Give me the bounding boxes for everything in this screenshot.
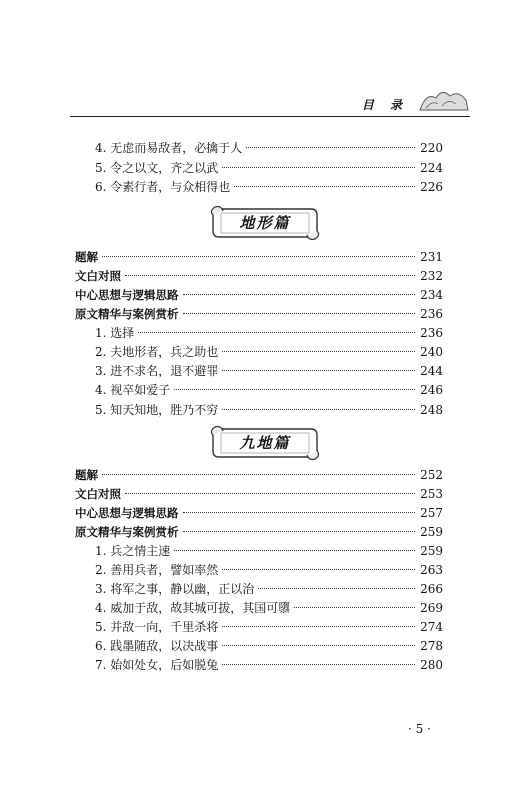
section-banner-dixing — [209, 203, 321, 241]
toc-item[interactable]: 6. 践墨随敌，以决战事 278 — [95, 639, 443, 653]
toc-main-item[interactable]: 中心思想与逻辑思路 257 — [75, 506, 443, 520]
toc-main-item[interactable]: 文白对照 253 — [75, 487, 443, 501]
toc-item[interactable]: 2. 夫地形者，兵之助也 240 — [95, 345, 443, 359]
toc-item[interactable]: 4. 无虑而易敌者，必擒于人 220 — [95, 141, 443, 155]
toc-main-item[interactable]: 文白对照 232 — [75, 269, 443, 283]
section-title: 地形篇 — [239, 213, 291, 232]
toc-main-item[interactable]: 题解 231 — [75, 250, 443, 264]
toc-item[interactable]: 2. 善用兵者，譬如率然 263 — [95, 563, 443, 577]
toc-item[interactable]: 4. 威加于敌，故其城可拔，其国可隳 269 — [95, 601, 443, 615]
toc-item[interactable]: 6. 令素行者，与众相得也 226 — [95, 180, 443, 194]
toc-main-item[interactable]: 原文精华与案例赏析 259 — [75, 525, 443, 539]
toc-item[interactable]: 5. 知天知地，胜乃不穷 248 — [95, 403, 443, 417]
header-title: 目 录 — [361, 98, 408, 112]
toc-main-item[interactable]: 题解 252 — [75, 468, 443, 482]
toc-item[interactable]: 3. 进不求名，退不避罪 244 — [95, 364, 443, 378]
toc-item[interactable]: 1. 选择 236 — [95, 326, 443, 340]
toc-main-item[interactable]: 中心思想与逻辑思路 234 — [75, 288, 443, 302]
toc-item[interactable]: 3. 将军之事，静以幽，正以治 266 — [95, 582, 443, 596]
toc-item[interactable]: 1. 兵之情主速 259 — [95, 544, 443, 558]
page-number: · 5 · — [408, 722, 431, 736]
decorative-ornament-icon — [418, 86, 470, 114]
toc-main-item[interactable]: 原文精华与案例赏析 236 — [75, 307, 443, 321]
section-title: 九地篇 — [239, 433, 291, 452]
toc-item[interactable]: 5. 并敌一向，千里杀将 274 — [95, 620, 443, 634]
toc-item[interactable]: 5. 令之以文，齐之以武 224 — [95, 161, 443, 175]
section-banner-jiudi — [209, 423, 321, 461]
toc-item[interactable]: 4. 视卒如爱子 246 — [95, 383, 443, 397]
running-header — [70, 94, 470, 117]
toc-item[interactable]: 7. 始如处女，后如脱兔 280 — [95, 658, 443, 672]
